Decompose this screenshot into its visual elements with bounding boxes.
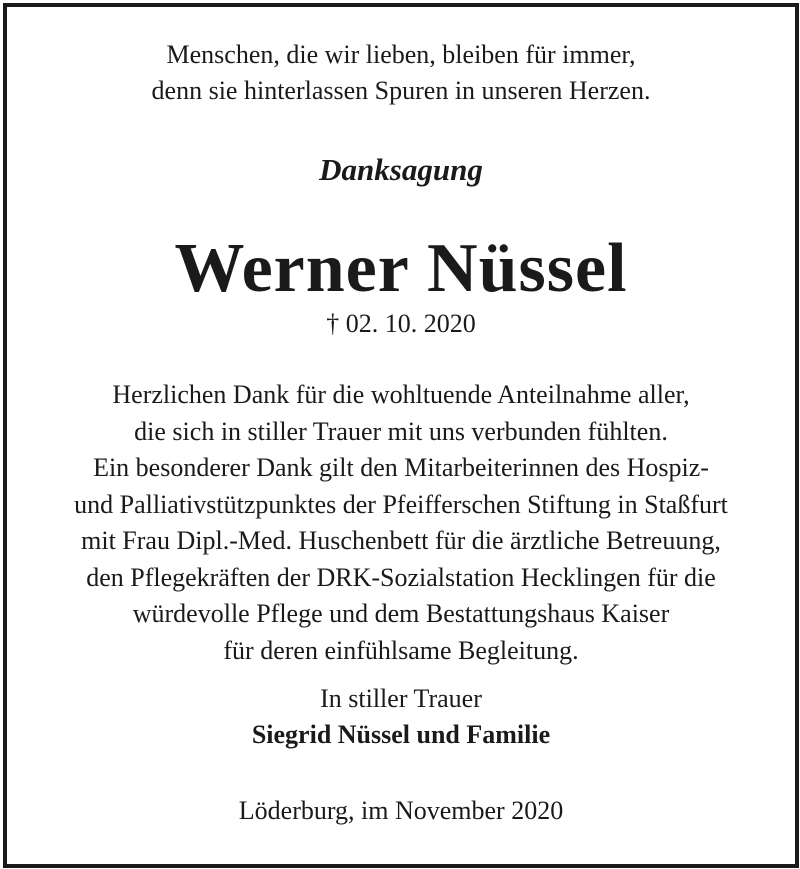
thanks-line: den Pflegekräften der DRK-Sozialstation Hecklingen für die (86, 562, 716, 592)
motto-line: Menschen, die wir lieben, bleiben für immer, (166, 40, 636, 69)
thanks-line: Herzlichen Dank für die wohltuende Anteilnahme aller, (112, 380, 690, 409)
death-date: † 02. 10. 2020 (326, 309, 476, 338)
thanks-line: für deren einfühlsame Begleitung. (223, 635, 579, 665)
obituary-frame (3, 3, 799, 868)
motto-line: denn sie hinterlassen Spuren in unseren Herzen. (151, 76, 651, 105)
mourning-phrase: In stiller Trauer (320, 684, 482, 713)
thanks-line: und Palliativstützpunktes der Pfeifferschen Stiftung in Staßfurt (74, 489, 728, 519)
thanks-line: mit Frau Dipl.-Med. Huschenbett für die ärztliche Betreuung, (81, 526, 721, 555)
thanks-text (7, 377, 795, 669)
thanks-line: Ein besonderer Dank gilt den Mitarbeiterinnen des Hospiz- (93, 453, 709, 482)
deceased-name: Werner Nüssel (174, 230, 628, 307)
heading-danksagung: Danksagung (319, 152, 483, 187)
signer-name: Siegrid Nüssel und Familie (251, 720, 551, 749)
thanks-line: würdevolle Pflege und dem Bestattungshaus Kaiser (132, 599, 670, 628)
place-date: Löderburg, im November 2020 (238, 796, 564, 825)
motto-quote (7, 37, 795, 109)
thanks-line: die sich in stiller Trauer mit uns verbunden fühlten. (134, 416, 668, 446)
